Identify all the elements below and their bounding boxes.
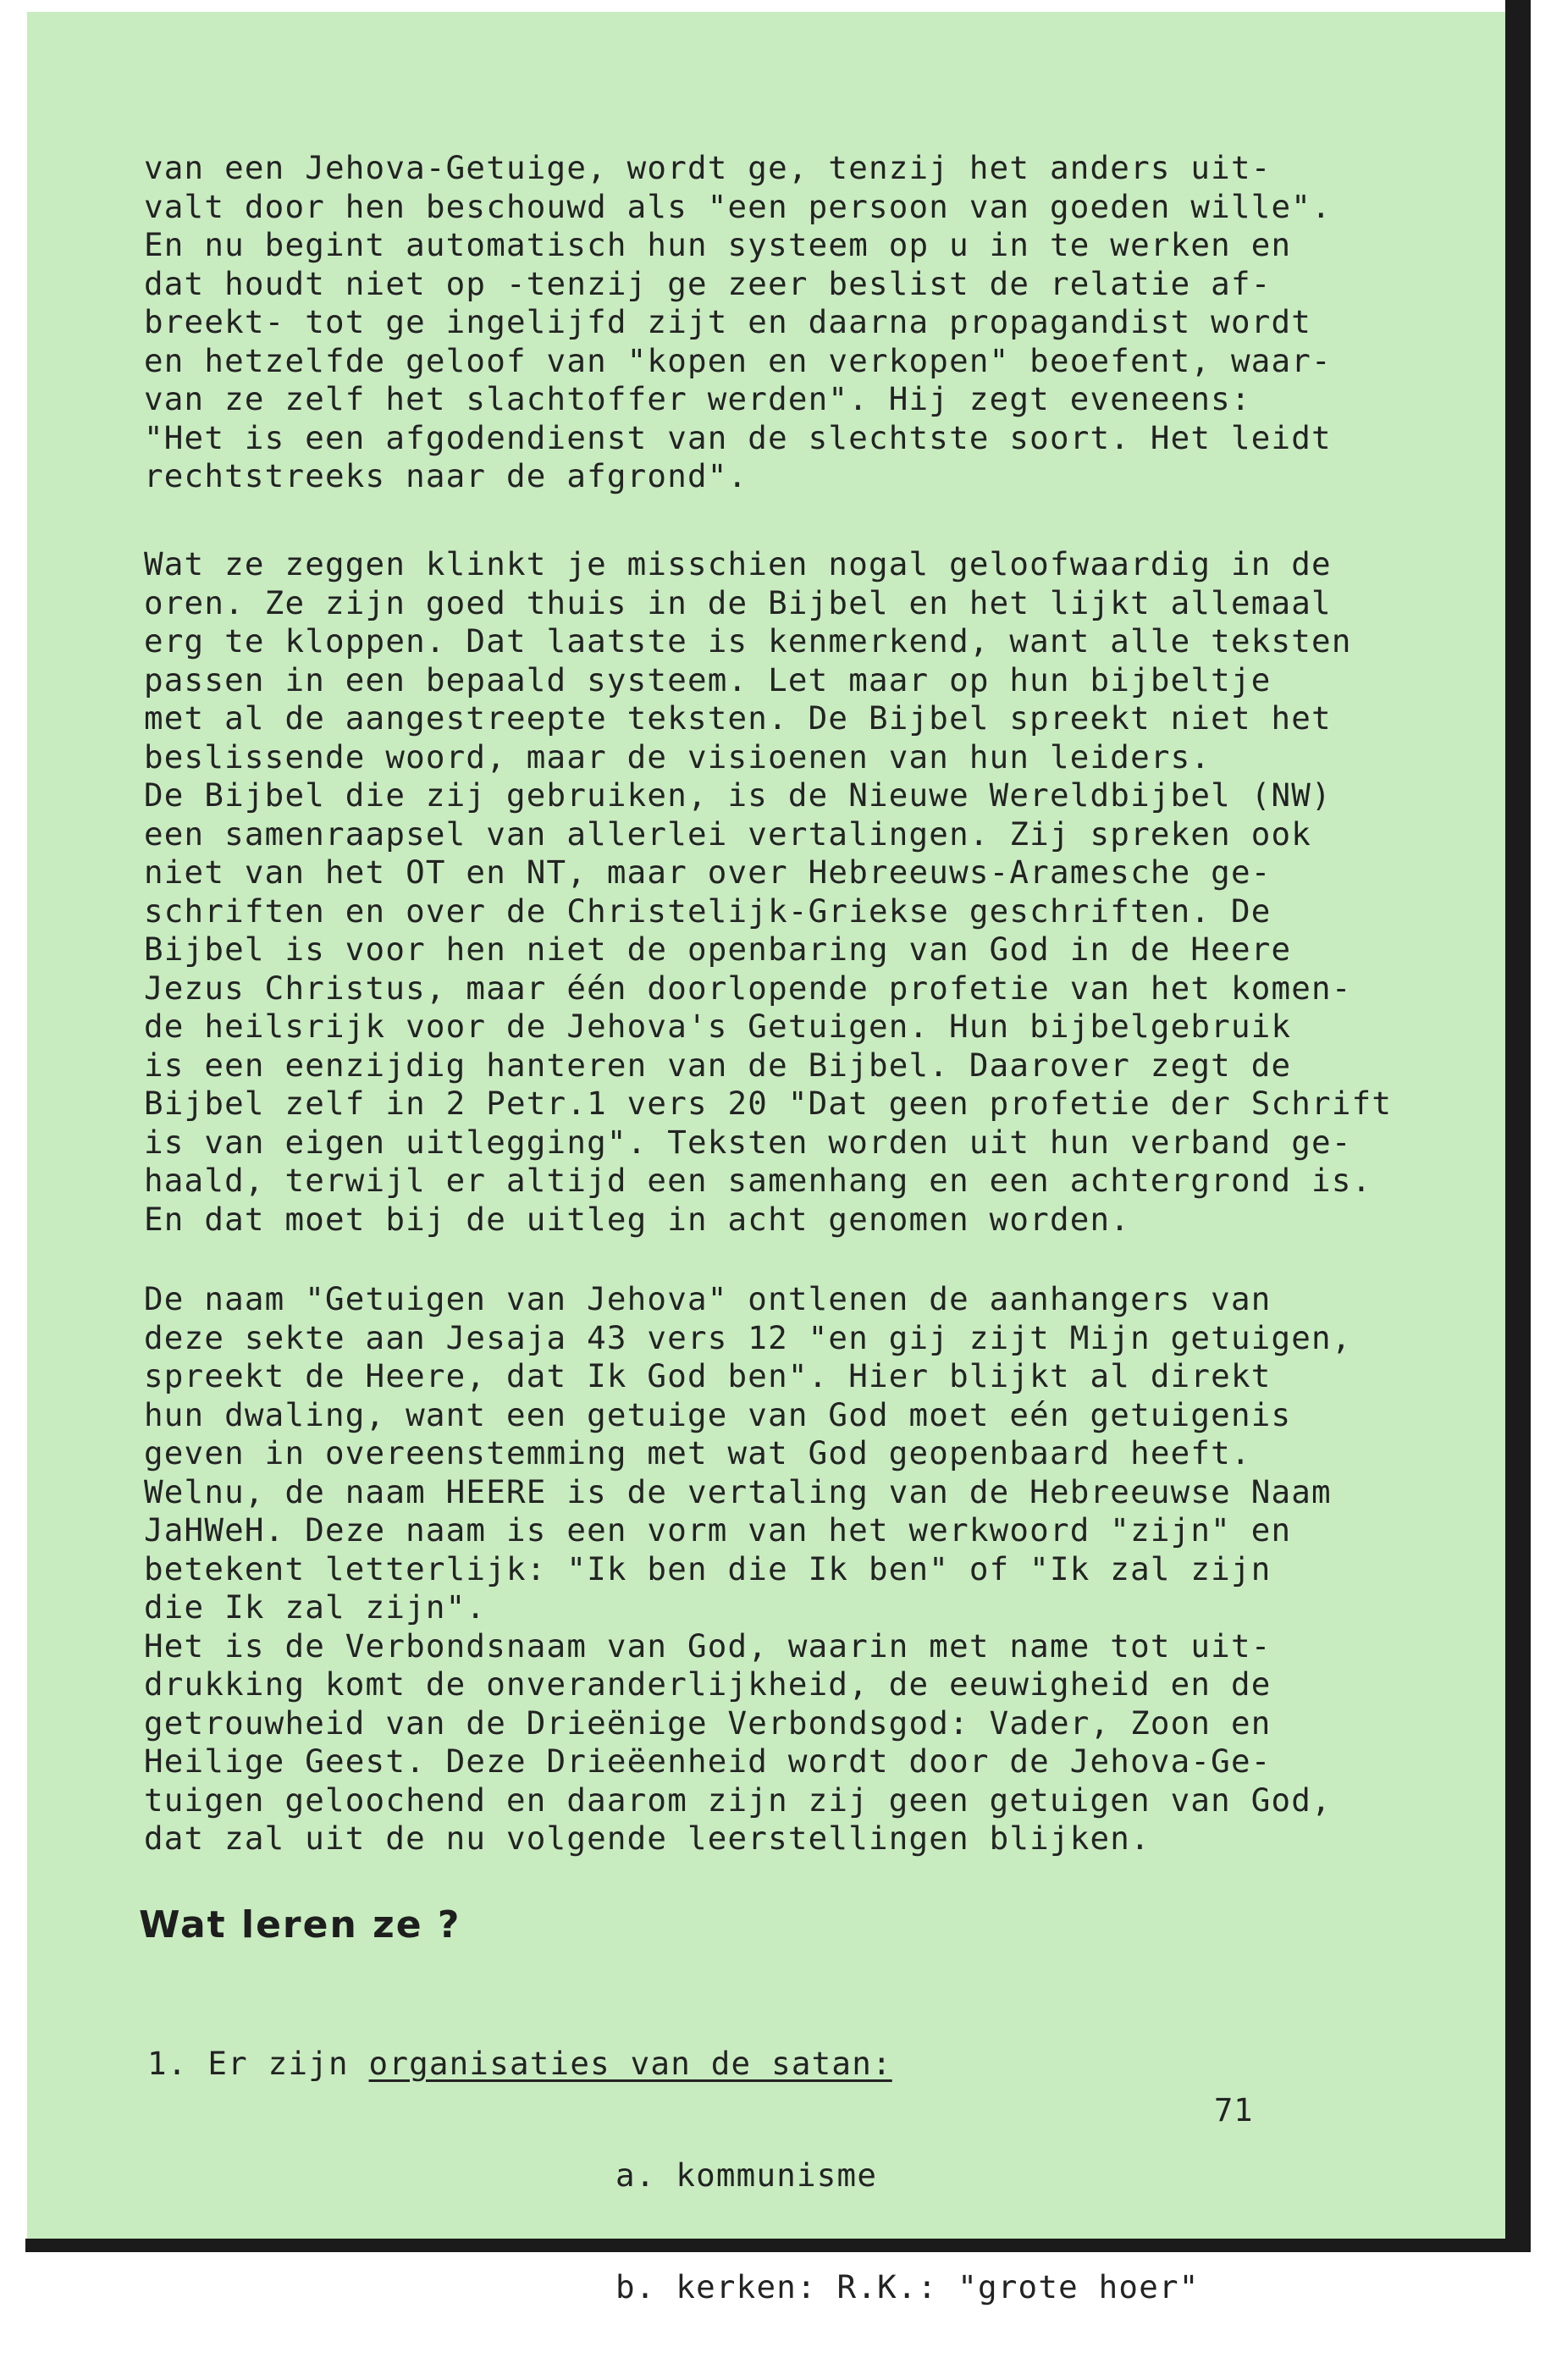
paragraph-2 <box>144 545 1392 1239</box>
list-item-1-underlined: organisaties van de satan: <box>368 2045 892 2082</box>
text-line: haald, terwijl er altijd een samenhang en een achtergrond is. <box>144 1162 1372 1199</box>
text-line: getrouwheid van de Drieënige Verbondsgod: Vader, Zoon en <box>144 1704 1272 1742</box>
text-line: van ze zelf het slachtoffer werden". Hij zegt eveneens: <box>144 380 1251 417</box>
text-line: geven in overeenstemming met wat God geopenbaard heeft. <box>144 1434 1251 1472</box>
scan-edge-shadow-right <box>1505 0 1531 2252</box>
text-line: schriften en over de Christelijk-Griekse geschriften. De <box>144 892 1272 930</box>
text-line: passen in een bepaald systeem. Let maar op hun bijbeltje <box>144 660 1272 699</box>
text-line: is van eigen uitlegging". Teksten worden uit hun verband ge- <box>144 1123 1352 1161</box>
text-line: De naam "Getuigen van Jehova" ontlenen de aanhangers van <box>144 1280 1272 1317</box>
text-line: Welnu, de naam HEERE is de vertaling van de Hebreeuwse Naam <box>144 1472 1332 1510</box>
list-subitem-a: a. kommunisme <box>615 2156 878 2194</box>
text-line: JaHWeH. Deze naam is een vorm van het werkwoord "zijn" en <box>144 1511 1292 1549</box>
text-line: De Bijbel die zij gebruiken, is de Nieuwe Wereldbijbel (NW) <box>144 776 1332 814</box>
text-line: oren. Ze zijn goed thuis in de Bijbel en het lijkt allemaal <box>144 583 1332 621</box>
text-line: "Het is een afgodendienst van de slechtste soort. Het leidt <box>144 418 1332 456</box>
list-subitem-b: b. kerken: R.K.: "grote hoer" <box>615 2268 1200 2305</box>
text-line: En nu begint automatisch hun systeem op u in te werken en <box>144 226 1292 263</box>
text-line: niet van het OT en NT, maar over Hebreeuws-Aramesche ge- <box>144 853 1272 891</box>
text-line: betekent letterlijk: "Ik ben die Ik ben" of "Ik zal zijn <box>144 1549 1272 1588</box>
text-line: dat houdt niet op -tenzij ge zeer beslist de relatie af- <box>144 264 1272 302</box>
text-line: Jezus Christus, maar één doorlopende profetie van het komen- <box>144 969 1352 1007</box>
text-line: breekt- tot ge ingelijfd zijt en daarna propagandist wordt <box>144 303 1312 340</box>
text-line: rechtstreeks naar de afgrond". <box>144 457 748 494</box>
text-line: hun dwaling, want een getuige van God moet eén getuigenis <box>144 1395 1292 1433</box>
text-line: die Ik zal zijn". <box>144 1588 487 1626</box>
text-line: een samenraapsel van allerlei vertalingen. Zij spreken ook <box>144 815 1312 853</box>
text-line: beslissende woord, maar de visioenen van hun leiders. <box>144 737 1212 776</box>
list-item-1-prefix: 1. Er zijn <box>147 2045 369 2082</box>
text-line: drukking komt de onveranderlijkheid, de eeuwigheid en de <box>144 1665 1272 1703</box>
text-line: spreekt de Heere, dat Ik God ben". Hier blijkt al direkt <box>144 1357 1272 1394</box>
paragraph-3 <box>144 1280 1352 1858</box>
text-line: Het is de Verbondsnaam van God, waarin met name tot uit- <box>144 1626 1272 1665</box>
text-line: de heilsrijk voor de Jehova's Getuigen. Hun bijbelgebruik <box>144 1008 1292 1045</box>
document-page <box>27 12 1513 2305</box>
text-line: Wat ze zeggen klinkt je misschien nogal geloofwaardig in de <box>144 545 1332 583</box>
text-line: Bijbel is voor hen niet de openbaring van God in de Heere <box>144 930 1292 968</box>
text-line: met al de aangestreepte teksten. De Bijbel spreekt niet het <box>144 699 1332 737</box>
text-line: Heilige Geest. Deze Drieëenheid wordt door de Jehova-Ge- <box>144 1742 1272 1780</box>
paragraph-1 <box>144 149 1332 496</box>
scan-edge-shadow-bottom <box>25 2239 1515 2252</box>
text-line: is een eenzijdig hanteren van de Bijbel. Daarover zegt de <box>144 1046 1292 1084</box>
list-item-1 <box>147 2045 1200 2082</box>
text-line: en hetzelfde geloof van "kopen en verkopen" beoefent, waar- <box>144 341 1332 379</box>
text-line: dat zal uit de nu volgende leerstellingen blijken. <box>144 1820 1151 1857</box>
text-line: valt door hen beschouwd als "een persoon van goeden wille". <box>144 187 1332 225</box>
text-line: Bijbel zelf in 2 Petr.1 vers 20 "Dat geen profetie der Schrift <box>144 1085 1393 1122</box>
text-line: erg te kloppen. Dat laatste is kenmerkend, want alle teksten <box>144 622 1352 660</box>
page-number: 71 <box>1214 2092 1254 2129</box>
section-heading: Wat leren ze ? <box>139 1903 461 1947</box>
text-line: van een Jehova-Getuige, wordt ge, tenzij het anders uit- <box>144 149 1272 186</box>
text-line: deze sekte aan Jesaja 43 vers 12 "en gij zijt Mijn getuigen, <box>144 1318 1352 1356</box>
text-line: tuigen geloochend en daarom zijn zij geen getuigen van God, <box>144 1781 1332 1819</box>
doctrine-list <box>147 1970 1200 2380</box>
text-line: En dat moet bij de uitleg in acht genomen worden. <box>144 1200 1131 1238</box>
